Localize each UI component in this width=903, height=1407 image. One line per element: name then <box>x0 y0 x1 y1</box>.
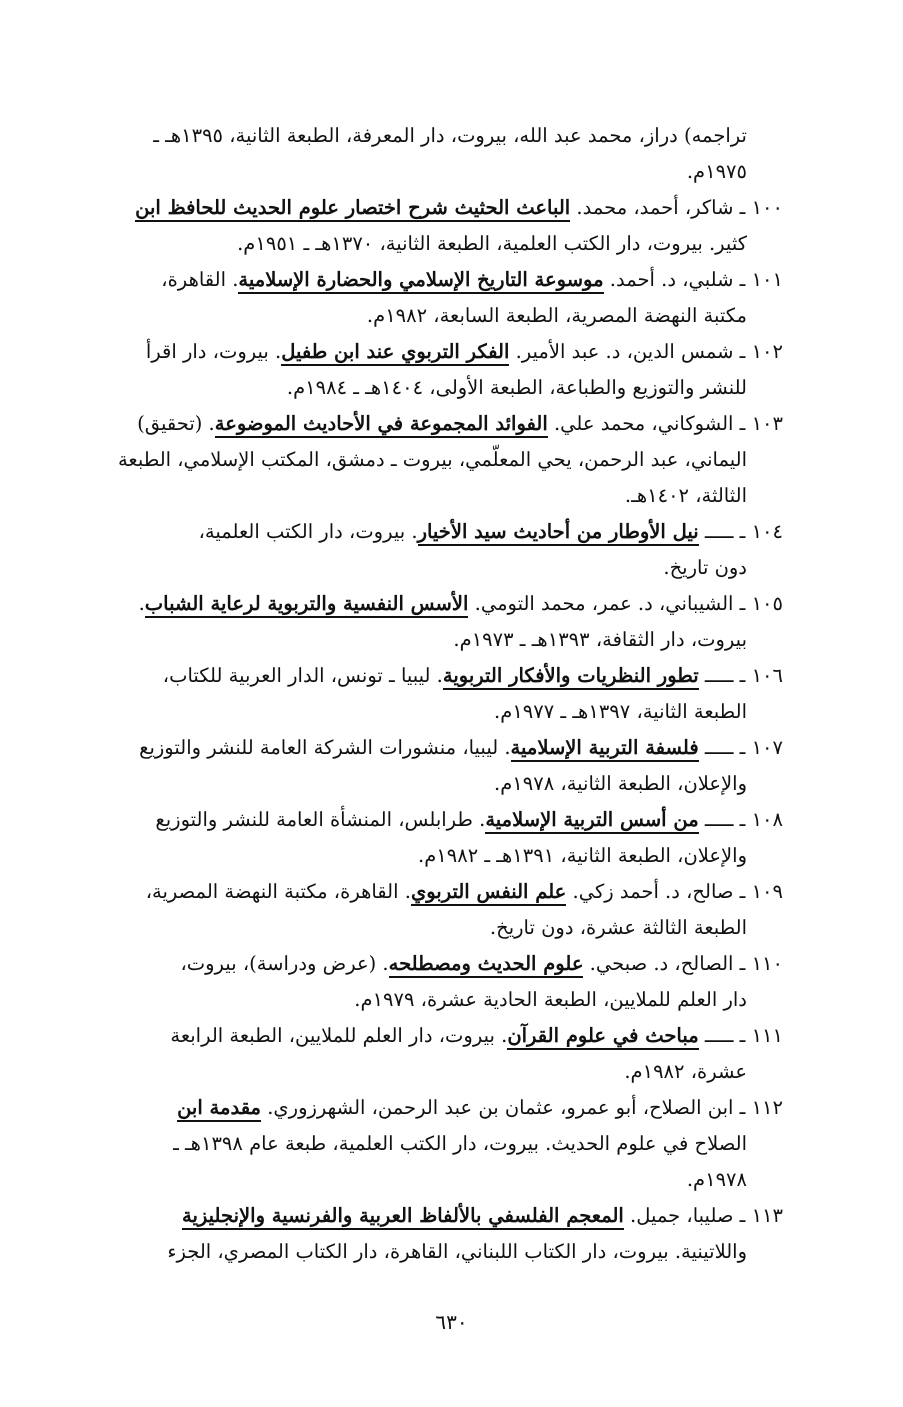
entry-title: الأسس النفسية والتربوية لرعاية الشباب <box>145 592 469 618</box>
entry-number: ١٠٤ <box>751 520 783 543</box>
bibliography-column <box>98 118 783 1270</box>
entry-first-line <box>98 586 783 622</box>
entry-author: ـ صليبا، جميل. <box>623 1204 746 1227</box>
bibliography-entry <box>98 1090 783 1198</box>
entry-author: ـ شلبي، د. أحمد. <box>603 268 746 291</box>
entry-title: الفكر التربوي عند ابن طفيل <box>281 340 509 366</box>
entry-continuation-line: واللاتينية. بيروت، دار الكتاب اللبناني، القاهرة، دار الكتاب المصري، الجزء <box>167 1240 747 1263</box>
entry-continuation-line: بيروت، دار الثقافة، ١٣٩٣هـ ـ ١٩٧٣م. <box>453 628 747 651</box>
entry-number: ١٠٨ <box>751 808 783 831</box>
bibliography-entry <box>98 1198 783 1270</box>
bibliography-list <box>98 190 783 1270</box>
entry-publication: . بيروت، دار الكتب العلمية، <box>198 520 418 543</box>
entry-title: الفوائد المجموعة في الأحاديث الموضوعة <box>215 412 548 438</box>
entry-publication: . ليبيا ـ تونس، الدار العربية للكتاب، <box>162 664 443 687</box>
entry-author: ـ ـــــ <box>698 520 746 543</box>
entry-number: ١٠٩ <box>751 880 783 903</box>
entry-number: ١١٢ <box>751 1096 783 1119</box>
bibliography-entry <box>98 1018 783 1090</box>
entry-first-line <box>98 514 783 550</box>
entry-author: ـ شاكر، أحمد، محمد. <box>570 196 746 219</box>
entry-first-line <box>98 658 783 694</box>
entry-publication: . طرابلس، المنشأة العامة للنشر والتوزيع <box>155 808 486 831</box>
entry-title: مقدمة ابن <box>177 1096 261 1122</box>
entry-first-line <box>98 1198 783 1234</box>
entry-continuation-line: اليماني، عبد الرحمن، يحي المعلّمي، بيروت ـ دمشق، المكتب الإسلامي، الطبعة <box>117 448 747 471</box>
entry-first-line <box>98 406 783 442</box>
entry-publication: . القاهرة، <box>161 268 239 291</box>
entry-first-line <box>98 190 783 226</box>
entry-author: ـ شمس الدين، د. عبد الأمير. <box>509 340 746 363</box>
entry-first-line <box>98 730 783 766</box>
bibliography-entry <box>98 514 783 586</box>
bibliography-entry <box>98 658 783 730</box>
entry-title: علم النفس التربوي <box>411 880 566 906</box>
entry-continuation-line: عشرة، ١٩٨٢م. <box>624 1060 747 1083</box>
entry-number: ١١٣ <box>751 1204 783 1227</box>
page-number: ٦٣٠ <box>435 1310 468 1334</box>
continuation-text <box>98 118 783 190</box>
bibliography-entry <box>98 874 783 946</box>
entry-title: نيل الأوطار من أحاديث سيد الأخيار <box>418 520 699 546</box>
entry-publication: . القاهرة، مكتبة النهضة المصرية، <box>145 880 411 903</box>
entry-author: ـ ـــــ <box>698 664 746 687</box>
entry-first-line <box>98 946 783 982</box>
bibliography-entry <box>98 586 783 658</box>
entry-number: ١٠٠ <box>751 196 783 219</box>
entry-author: ـ الشيباني، د. عمر، محمد التومي. <box>468 592 746 615</box>
entry-title: علوم الحديث ومصطلحه <box>389 952 584 978</box>
entry-continuation-line: الثالثة، ١٤٠٢هـ. <box>624 484 747 507</box>
entry-author: ـ الصالح، د. صبحي. <box>583 952 746 975</box>
entry-first-line <box>98 262 783 298</box>
bibliography-entry <box>98 334 783 406</box>
entry-first-line <box>98 874 783 910</box>
entry-title: فلسفة التربية الإسلامية <box>511 736 699 762</box>
entry-number: ١٠١ <box>751 268 783 291</box>
entry-title: تطور النظريات والأفكار التربوية <box>443 664 699 690</box>
entry-publication: . بيروت، دار اقرأ <box>145 340 282 363</box>
entry-number: ١٠٥ <box>751 592 783 615</box>
bibliography-entry <box>98 730 783 802</box>
continuation-line-2: ١٩٧٥م. <box>686 160 747 183</box>
entry-continuation-line: والإعلان، الطبعة الثانية، ١٩٧٨م. <box>494 772 747 795</box>
entry-continuation-line: كثير. بيروت، دار الكتب العلمية، الطبعة الثانية، ١٣٧٠هـ ـ ١٩٥١م. <box>237 232 747 255</box>
entry-publication: . (تحقيق) <box>137 412 215 435</box>
bibliography-entry <box>98 190 783 262</box>
entry-publication: . <box>138 592 145 615</box>
bibliography-entry <box>98 262 783 334</box>
bibliography-entry <box>98 802 783 874</box>
entry-author: ـ ابن الصلاح، أبو عمرو، عثمان بن عبد الرحمن، الشهرزوري. <box>261 1096 746 1119</box>
entry-number: ١٠٢ <box>751 340 783 363</box>
entry-first-line <box>98 1090 783 1126</box>
entry-title: الباعث الحثيث شرح اختصار علوم الحديث للحافظ ابن <box>135 196 570 222</box>
entry-title: من أسس التربية الإسلامية <box>485 808 698 834</box>
entry-number: ١٠٣ <box>751 412 783 435</box>
entry-number: ١١٠ <box>751 952 783 975</box>
entry-continuation-line: والإعلان، الطبعة الثانية، ١٣٩١هـ ـ ١٩٨٢م. <box>418 844 747 867</box>
entry-first-line <box>98 802 783 838</box>
entry-author: ـ الشوكاني، محمد علي. <box>547 412 746 435</box>
entry-continuation-line: للنشر والتوزيع والطباعة، الطبعة الأولى، ١٤٠٤هـ ـ ١٩٨٤م. <box>286 376 747 399</box>
entry-publication: . (عرض ودراسة)، بيروت، <box>180 952 389 975</box>
entry-continuation-line: دون تاريخ. <box>663 556 747 579</box>
entry-continuation-line: الطبعة الثالثة عشرة، دون تاريخ. <box>489 916 747 939</box>
entry-continuation-line: الطبعة الثانية، ١٣٩٧هـ ـ ١٩٧٧م. <box>494 700 747 723</box>
entry-title: المعجم الفلسفي بالألفاظ العربية والفرنسية والإنجليزية <box>182 1204 624 1230</box>
bibliography-entry <box>98 946 783 1018</box>
entry-number: ١١١ <box>751 1024 783 1047</box>
continuation-line-1: تراجمه) دراز، محمد عبد الله، بيروت، دار المعرفة، الطبعة الثانية، ١٣٩٥هـ ـ <box>153 124 747 147</box>
entry-number: ١٠٦ <box>751 664 783 687</box>
entry-author: ـ ـــــ <box>698 736 746 759</box>
entry-continuation-line: دار العلم للملايين، الطبعة الحادية عشرة، ١٩٧٩م. <box>354 988 747 1011</box>
entry-first-line <box>98 1018 783 1054</box>
entry-publication: . بيروت، دار العلم للملايين، الطبعة الرابعة <box>170 1024 508 1047</box>
entry-continuation-line: ١٩٧٨م. <box>686 1168 747 1191</box>
entry-title: موسوعة التاريخ الإسلامي والحضارة الإسلامية <box>238 268 603 294</box>
entry-author: ـ ـــــ <box>698 1024 746 1047</box>
entry-number: ١٠٧ <box>751 736 783 759</box>
entry-continuation-line: الصلاح في علوم الحديث. بيروت، دار الكتب العلمية، طبعة عام ١٣٩٨هـ ـ <box>173 1132 747 1155</box>
entry-title: مباحث في علوم القرآن <box>507 1024 698 1050</box>
bibliography-entry <box>98 406 783 514</box>
entry-first-line <box>98 334 783 370</box>
entry-author: ـ ـــــ <box>698 808 746 831</box>
entry-continuation-line: مكتبة النهضة المصرية، الطبعة السابعة، ١٩٨٢م. <box>366 304 747 327</box>
entry-publication: . ليبيا، منشورات الشركة العامة للنشر والتوزيع <box>139 736 511 759</box>
entry-author: ـ صالح، د. أحمد زكي. <box>566 880 746 903</box>
